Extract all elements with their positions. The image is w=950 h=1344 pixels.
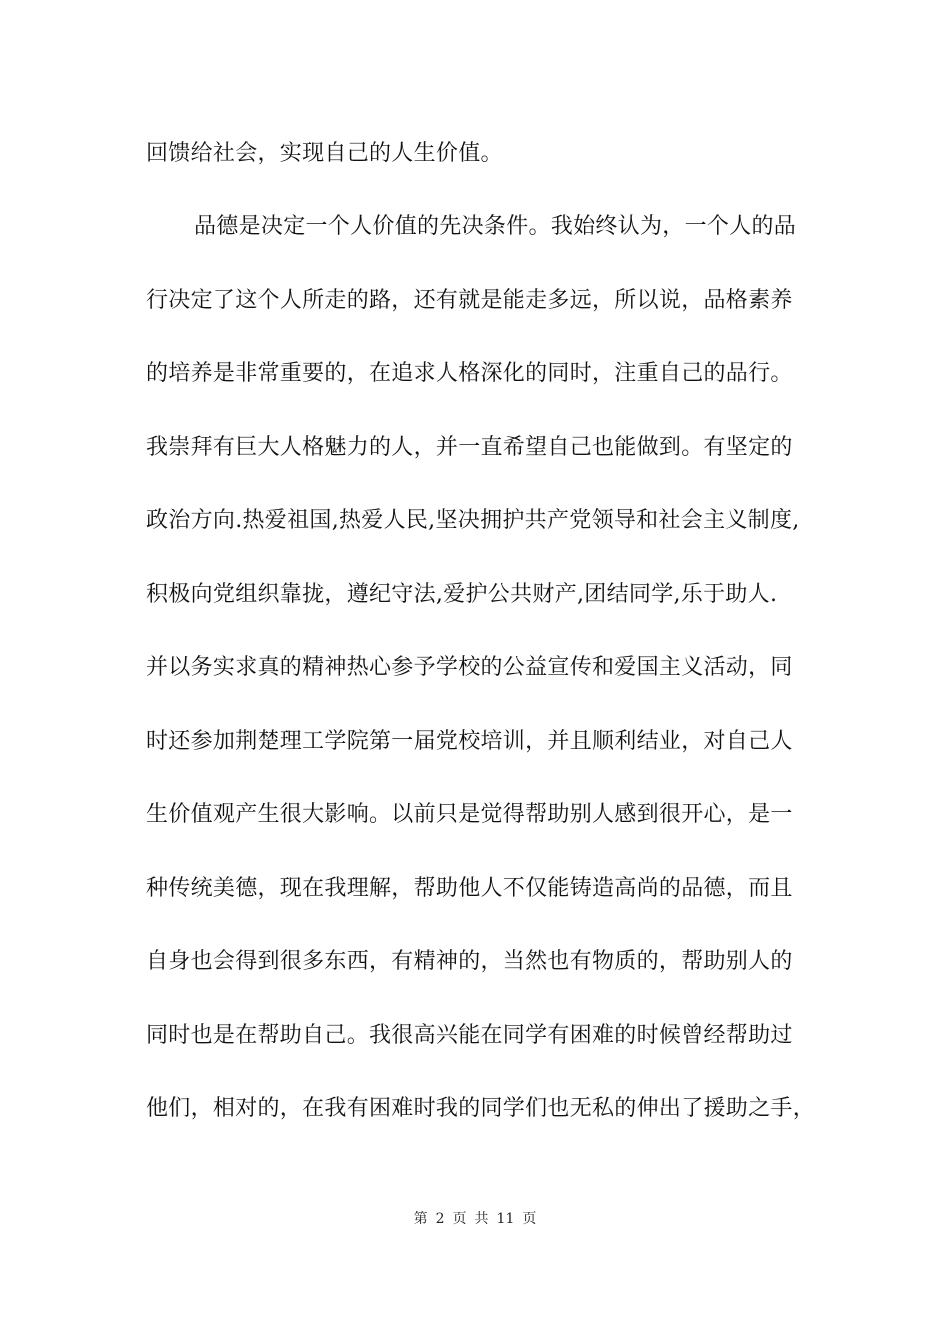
footer-page-mid2: 共	[474, 1211, 489, 1227]
text-line-14: 他们，相对的，在我有困难时我的同学们也无私的伸出了援助之手，	[146, 1096, 816, 1121]
footer-current-page: 2	[435, 1211, 445, 1227]
text-line-12: 自身也会得到很多东西，有精神的，当然也有物质的，帮助别人的	[146, 949, 793, 974]
footer-page-prefix: 第	[413, 1211, 428, 1227]
text-line-6: 政治方向.热爱祖国,热爱人民,坚决拥护共产党领导和社会主义制度,	[146, 508, 800, 533]
text-line-1: 回馈给社会，实现自己的人生价值。	[146, 141, 503, 166]
page-footer	[0, 1208, 950, 1228]
footer-page-mid1: 页	[452, 1211, 467, 1227]
text-line-13: 同时也是在帮助自己。我很高兴能在同学有困难的时候曾经帮助过	[146, 1023, 793, 1048]
text-line-10: 生价值观产生很大影响。以前只是觉得帮助别人感到很开心，是一	[146, 802, 793, 827]
text-line-2: 品德是决定一个人价值的先决条件。我始终认为，一个人的品	[194, 214, 797, 239]
text-line-4: 的培养是非常重要的，在追求人格深化的同时，注重自己的品行。	[146, 361, 793, 386]
text-line-3: 行决定了这个人所走的路，还有就是能走多远，所以说，品格素养	[146, 288, 793, 313]
text-line-9: 时还参加荆楚理工学院第一届党校培训，并且顺利结业，对自己人	[146, 729, 793, 754]
footer-total-pages: 11	[496, 1211, 515, 1227]
text-line-8: 并以务实求真的精神热心参予学校的公益宣传和爱国主义活动，同	[146, 655, 793, 680]
text-line-11: 种传统美德，现在我理解，帮助他人不仅能铸造高尚的品德，而且	[146, 876, 793, 901]
footer-page-suffix: 页	[522, 1211, 537, 1227]
text-line-5: 我崇拜有巨大人格魅力的人，并一直希望自己也能做到。有坚定的	[146, 435, 793, 460]
text-line-7: 积极向党组织靠拢，遵纪守法,爱护公共财产,团结同学,乐于助人.	[146, 582, 778, 607]
